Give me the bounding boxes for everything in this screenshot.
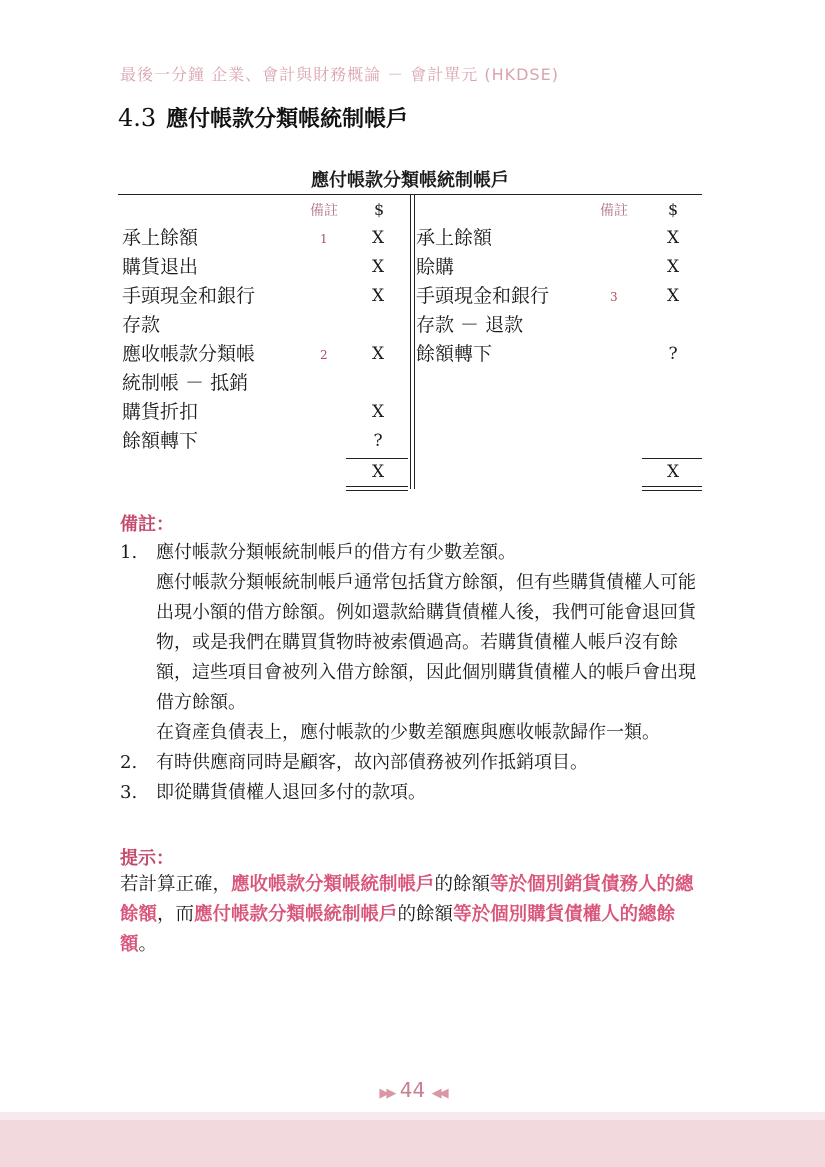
- credit-total: X: [666, 462, 680, 482]
- debit-double-rule: [346, 486, 408, 491]
- note-number: 3.: [120, 782, 138, 803]
- tip-highlight: 等於個別銷貨債務人的總餘額: [120, 874, 694, 925]
- credit-row-label: 存款 － 退款: [416, 314, 524, 336]
- credit-row-note: 3: [610, 290, 618, 304]
- credit-double-rule: [642, 486, 702, 491]
- credit-row-label: 承上餘額: [416, 227, 493, 249]
- tip-highlight: 應收帳款分類帳統制帳戶: [231, 874, 435, 895]
- note-text: 即從購貨債權人退回多付的款項。: [156, 782, 426, 803]
- note-item-1: [120, 538, 710, 748]
- note-text: 應付帳款分類帳統制帳戶的借方有少數差額。: [156, 542, 516, 563]
- tip-text: 的餘額: [434, 874, 491, 895]
- credit-row-amount: ?: [668, 344, 678, 364]
- debit-row-amount: X: [371, 228, 385, 248]
- credit-note-header: 備註: [600, 203, 628, 219]
- credit-row-amount: X: [666, 286, 680, 306]
- tip-highlight: 應付帳款分類帳統制帳戶: [194, 904, 398, 925]
- debit-row-label: 手頭現金和銀行: [122, 285, 256, 307]
- account-divider-2: [414, 195, 415, 489]
- debit-row-label: 存款: [122, 314, 161, 336]
- debit-row-amount: X: [371, 257, 385, 277]
- notes-heading: 備註：: [120, 514, 174, 535]
- account-title: 應付帳款分類帳統制帳戶: [311, 170, 509, 191]
- tip-text: ，而: [157, 904, 195, 925]
- account-divider: [410, 195, 411, 489]
- right-arrows-icon: ▶▶: [379, 1086, 394, 1101]
- credit-row-label: 手頭現金和銀行: [416, 285, 550, 307]
- note-text: 有時供應商同時是顧客，故內部債務被列作抵銷項目。: [156, 752, 588, 773]
- credit-row-amount: X: [666, 228, 680, 248]
- footer-band: [0, 1112, 825, 1167]
- credit-row-amount: X: [666, 257, 680, 277]
- debit-row-label: 購貨退出: [122, 256, 199, 278]
- tip-text: 的餘額: [397, 904, 454, 925]
- debit-row-amount: X: [371, 344, 385, 364]
- section-title-text: 應付帳款分類帳統制帳戶: [166, 107, 409, 132]
- debit-row-label: 購貨折扣: [122, 401, 199, 423]
- debit-total: X: [371, 462, 385, 482]
- debit-row-label: 餘額轉下: [122, 430, 199, 452]
- page-number-text: 44: [399, 1078, 426, 1102]
- note-item-2: [120, 748, 710, 778]
- note-number: 1.: [120, 542, 138, 563]
- debit-row-note: 2: [320, 348, 328, 362]
- tip-heading: 提示：: [120, 848, 174, 869]
- section-number: 4.3: [118, 104, 157, 132]
- page-number: [0, 1078, 825, 1102]
- section-title: [118, 102, 408, 133]
- credit-row-label: 餘額轉下: [416, 343, 493, 365]
- debit-row-amount: X: [371, 286, 385, 306]
- debit-amount-header: $: [374, 200, 385, 219]
- left-arrows-icon: ◀◀: [431, 1086, 446, 1101]
- debit-row-label: 統制帳 － 抵銷: [122, 372, 249, 394]
- notes-list: [120, 538, 710, 808]
- credit-row-label: 賒購: [416, 256, 455, 278]
- tip-text: 若計算正確，: [120, 874, 232, 895]
- tip-highlight: 等於個別購貨債權人的總餘額: [120, 904, 676, 955]
- debit-row-label: 應收帳款分類帳: [122, 343, 256, 365]
- note-text: 在資產負債表上，應付帳款的少數差額應與應收帳款歸作一類。: [156, 722, 660, 743]
- debit-row-label: 承上餘額: [122, 227, 199, 249]
- note-text: 應付帳款分類帳統制帳戶通常包括貸方餘額，但有些購貨債權人可能出現小額的借方餘額。例如還款給購貨債權人後，我們可能會退回貨物，或是我們在購買貨物時被索價過高。若購貨債權人帳戶沒有餘額，這些項目會被列入借方餘額，因此個別購貨債權人的帳戶會出現借方餘額。: [156, 572, 696, 713]
- tip-body: [120, 870, 706, 960]
- note-item-3: [120, 778, 710, 808]
- debit-note-header: 備註: [310, 203, 338, 219]
- debit-row-note: 1: [320, 232, 328, 246]
- credit-amount-header: $: [668, 200, 679, 219]
- tip-text: 。: [138, 934, 158, 955]
- debit-row-amount: ?: [373, 431, 383, 451]
- note-number: 2.: [120, 752, 138, 773]
- running-head: 最後一分鐘 企業、會計與財務概論 － 會計單元 (HKDSE): [120, 65, 559, 84]
- debit-row-amount: X: [371, 402, 385, 422]
